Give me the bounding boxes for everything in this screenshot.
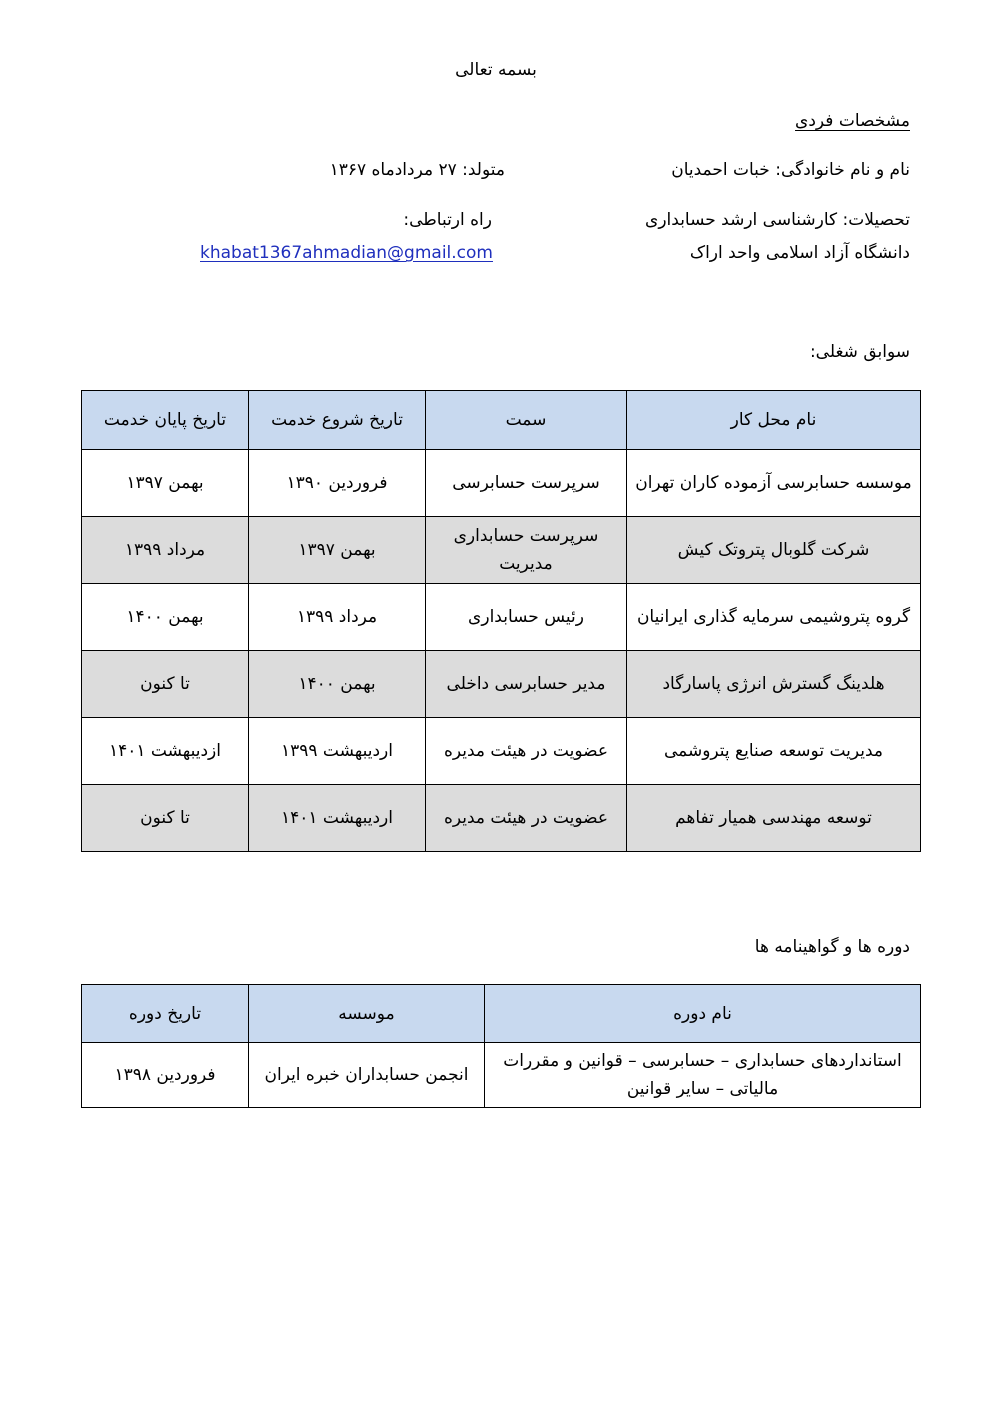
table-row xyxy=(82,718,921,785)
table-row xyxy=(82,517,921,584)
university-field: دانشگاه آزاد اسلامی واحد اراک xyxy=(689,243,910,263)
start-date-cell: مرداد ۱۳۹۹ xyxy=(249,584,426,651)
end-date-cell: بهمن ۱۴۰۰ xyxy=(82,584,249,651)
start-date-cell: فروردین ۱۳۹۰ xyxy=(249,450,426,517)
end-date-cell: تا کنون xyxy=(82,785,249,852)
end-date-cell: مرداد ۱۳۹۹ xyxy=(82,517,249,584)
start-date-cell: بهمن ۱۴۰۰ xyxy=(249,651,426,718)
work-history-heading: سوابق شغلی: xyxy=(809,342,910,362)
institute-cell: انجمن حسابداران خبره ایران xyxy=(249,1043,485,1108)
table-row xyxy=(82,785,921,852)
position-cell: سرپرست حسابداری مدیریت xyxy=(426,517,627,584)
position-cell: مدیر حسابرسی داخلی xyxy=(426,651,627,718)
table-row xyxy=(82,1043,921,1108)
start-date-cell: اردیبهشت ۱۴۰۱ xyxy=(249,785,426,852)
workplace-cell: گروه پتروشیمی سرمایه گذاری ایرانیان xyxy=(627,584,921,651)
column-header-course-name: نام دوره xyxy=(485,985,921,1043)
course-name-cell: استانداردهای حسابداری – حسابرسی – قوانین و مقررات مالیاتی – سایر قوانین xyxy=(485,1043,921,1108)
document-header-title: بسمه تعالی xyxy=(455,60,537,80)
column-header-position: سمت xyxy=(426,391,627,450)
column-header-workplace: نام محل کار xyxy=(627,391,921,450)
column-header-start-date: تاریخ شروع خدمت xyxy=(249,391,426,450)
workplace-cell: مدیریت توسعه صنایع پتروشمی xyxy=(627,718,921,785)
contact-label: راه ارتباطی: xyxy=(403,210,492,230)
start-date-cell: اردیبهشت ۱۳۹۹ xyxy=(249,718,426,785)
position-cell: سرپرست حسابرسی xyxy=(426,450,627,517)
courses-table-header-row xyxy=(82,985,921,1043)
position-cell: رئیس حسابداری xyxy=(426,584,627,651)
email-link[interactable]: khabat1367ahmadian@gmail.com xyxy=(200,243,493,263)
position-cell: عضویت در هیئت مدیره xyxy=(426,718,627,785)
work-table-header-row xyxy=(82,391,921,450)
name-field: نام و نام خانوادگی: خبات احمدیان xyxy=(671,160,910,180)
table-row xyxy=(82,651,921,718)
end-date-cell: تا کنون xyxy=(82,651,249,718)
education-field: تحصیلات: کارشناسی ارشد حسابداری xyxy=(645,210,910,230)
courses-heading: دوره ها و گواهینامه ها xyxy=(754,937,910,957)
column-header-end-date: تاریخ پایان خدمت xyxy=(82,391,249,450)
personal-info-heading: مشخصات فردی xyxy=(795,111,910,131)
position-cell: عضویت در هیئت مدیره xyxy=(426,785,627,852)
workplace-cell: هلدینگ گسترش انرژی پاسارگاد xyxy=(627,651,921,718)
courses-table xyxy=(81,984,921,1108)
work-history-table xyxy=(81,390,921,852)
course-date-cell: فروردین ۱۳۹۸ xyxy=(82,1043,249,1108)
workplace-cell: موسسه حسابرسی آزموده کاران تهران xyxy=(627,450,921,517)
end-date-cell: ازدیبهشت ۱۴۰۱ xyxy=(82,718,249,785)
workplace-cell: شرکت گلوبال پتروتک کیش xyxy=(627,517,921,584)
table-row xyxy=(82,584,921,651)
column-header-course-date: تاریخ دوره xyxy=(82,985,249,1043)
column-header-institute: موسسه xyxy=(249,985,485,1043)
workplace-cell: توسعه مهندسی همیار تفاهم xyxy=(627,785,921,852)
end-date-cell: بهمن ۱۳۹۷ xyxy=(82,450,249,517)
table-row xyxy=(82,450,921,517)
start-date-cell: بهمن ۱۳۹۷ xyxy=(249,517,426,584)
birth-date-field: متولد: ۲۷ مردادماه ۱۳۶۷ xyxy=(329,160,505,180)
